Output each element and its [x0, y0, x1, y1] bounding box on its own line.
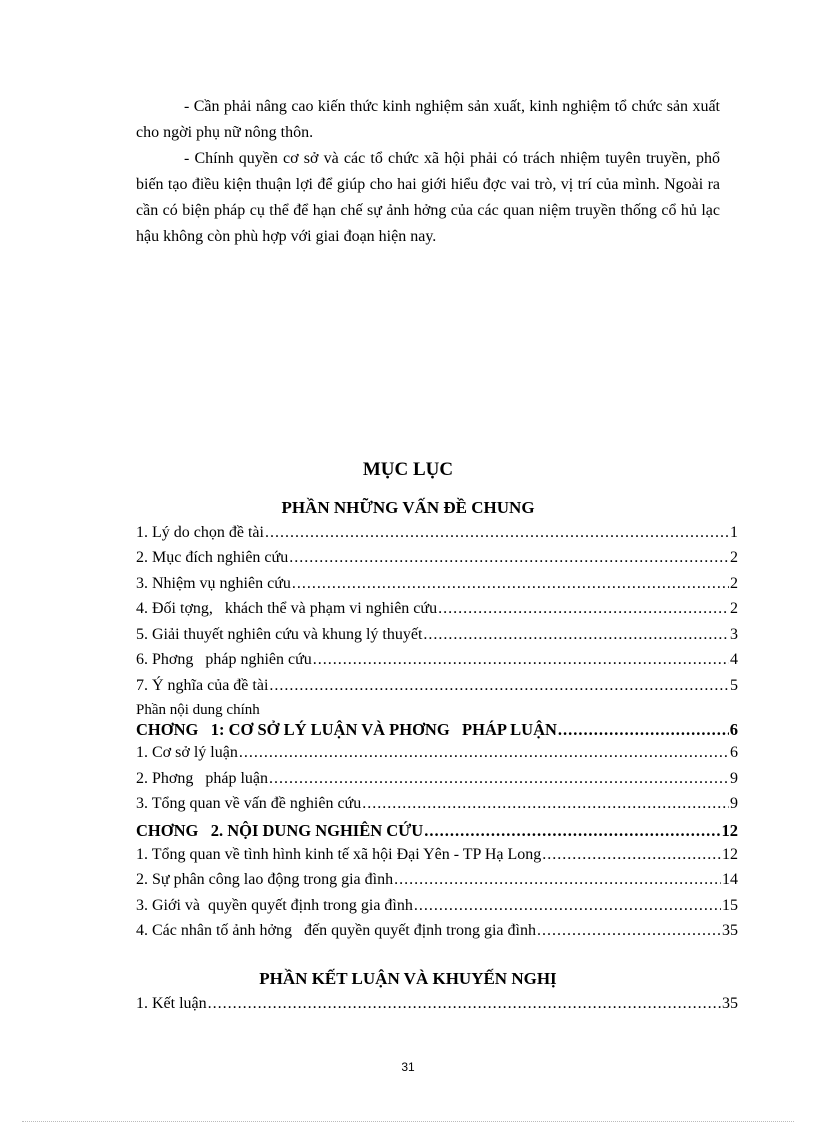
toc-entry-label: 5. Giải thuyết nghiên cứu và khung lý thuyết [136, 626, 423, 643]
toc-leader-dots [424, 819, 720, 843]
toc-entry-page: 6 [729, 720, 738, 739]
toc-leader-dots [269, 674, 729, 698]
toc-leader-dots [289, 546, 729, 570]
toc-entry-page: 14 [722, 871, 738, 888]
toc-entry-label: CHƠNG 2. NỘI DUNG NGHIÊN CỨU [136, 821, 424, 840]
toc-entry[interactable] [136, 868, 738, 892]
toc-entry[interactable] [136, 674, 738, 698]
toc-part3-heading: PHẦN KẾT LUẬN VÀ KHUYẾN NGHỊ [259, 969, 557, 988]
toc-leader-dots [239, 741, 729, 765]
toc-entry-page: 9 [730, 770, 738, 787]
toc-chapter-entry[interactable] [136, 819, 738, 843]
toc-entry[interactable] [136, 741, 738, 765]
toc-leader-dots [292, 572, 729, 596]
toc-leader-dots [313, 648, 729, 672]
toc-entry-label: 4. Các nhân tố ảnh hởng đến quyền quyết định trong gia đình [136, 922, 536, 939]
toc-entry[interactable] [136, 623, 738, 647]
toc-leader-dots [414, 894, 721, 918]
toc-entry[interactable] [136, 767, 738, 791]
toc-entry-label: 3. Giới và quyền quyết định trong gia đình [136, 897, 413, 914]
toc-leader-dots [558, 718, 729, 742]
toc-entry[interactable] [136, 572, 738, 596]
toc-leader-dots [269, 767, 729, 791]
page-bottom-divider [22, 1121, 794, 1122]
toc-leader-dots [537, 919, 721, 943]
toc-leader-dots [208, 992, 721, 1016]
toc-leader-dots [438, 597, 729, 621]
paragraph: - Chính quyền cơ sở và các tổ chức xã hội phải có trách nhiệm tuyên truyền, phổ biến tạo điều kiện thuận lợi để giúp cho hai giới hiểu đợc vai trò, vị trí của mình. Ngoài ra cần có biện pháp cụ thể để hạn chế sự ảnh hởng của các quan niệm truyền thống cổ hủ lạc hậu không còn phù hợp với giai đoạn hiện nay. [136, 150, 720, 245]
toc-entry-label: CHƠNG 1: CƠ SỞ LÝ LUẬN VÀ PHƠNG PHÁP LUẬN [136, 720, 557, 739]
toc-entry-label: 3. Nhiệm vụ nghiên cứu [136, 575, 291, 592]
toc-entry-page: 1 [730, 524, 738, 541]
toc-entry-page: 3 [730, 626, 738, 643]
toc-entry-page: 35 [722, 922, 738, 939]
toc-entry-page: 6 [730, 744, 738, 761]
toc-part2-heading: Phần nội dung chính [136, 702, 260, 718]
toc-entry-label: 1. Lý do chọn đề tài [136, 524, 264, 541]
toc-title: MỤC LỤC [362, 459, 454, 480]
toc-leader-dots [394, 868, 721, 892]
toc-leader-dots [542, 843, 721, 867]
toc-entry[interactable] [136, 919, 738, 943]
paragraph: - Cần phải nâng cao kiến thức kinh nghiệm sản xuất, kinh nghiệm tổ chức sản xuất cho ngời phụ nữ nông thôn. [136, 98, 720, 141]
toc-entry-page: 2 [730, 575, 738, 592]
toc-entry[interactable] [136, 843, 738, 867]
toc-leader-dots [362, 792, 729, 816]
page-number: 31 [401, 1060, 415, 1074]
toc-part1-heading: PHẦN NHỮNG VẤN ĐỀ CHUNG [281, 498, 535, 517]
body-paragraphs [136, 94, 720, 250]
toc-entry-label: 3. Tổng quan về vấn đề nghiên cứu [136, 795, 362, 812]
toc-entry-page: 12 [721, 821, 738, 840]
toc-entry[interactable] [136, 894, 738, 918]
toc-entry-page: 35 [722, 995, 738, 1012]
toc-entry-page: 9 [730, 795, 738, 812]
toc-leader-dots [265, 521, 729, 545]
toc-entry-label: 2. Sự phân công lao động trong gia đình [136, 871, 394, 888]
toc-entry-label: 1. Cơ sở lý luận [136, 744, 238, 761]
toc-entry[interactable] [136, 992, 738, 1016]
toc-entry-label: 6. Phơng pháp nghiên cứu [136, 651, 312, 668]
toc-entry-label: 1. Tổng quan về tình hình kinh tế xã hội Đại Yên - TP Hạ Long [136, 846, 542, 863]
toc-entry-page: 12 [722, 846, 738, 863]
toc-entry-page: 2 [730, 600, 738, 617]
toc-entry[interactable] [136, 648, 738, 672]
toc-entry-label: 2. Mục đích nghiên cứu [136, 549, 289, 566]
toc-entry-label: 1. Kết luận [136, 995, 207, 1012]
toc-entry-page: 2 [730, 549, 738, 566]
toc-entry[interactable] [136, 597, 738, 621]
toc-entry-label: 7. Ý nghĩa của đề tài [136, 677, 269, 694]
toc-entry-label: 2. Phơng pháp luận [136, 770, 269, 787]
toc-entry-page: 15 [722, 897, 738, 914]
toc-entry[interactable] [136, 521, 738, 545]
toc-entry-page: 5 [730, 677, 738, 694]
toc-entry-page: 4 [730, 651, 738, 668]
toc-entry[interactable] [136, 792, 738, 816]
toc-chapter-entry[interactable] [136, 718, 738, 742]
toc-entry[interactable] [136, 546, 738, 570]
toc-leader-dots [423, 623, 729, 647]
toc-entry-label: 4. Đối tợng, khách thể và phạm vi nghiên cứu [136, 600, 438, 617]
